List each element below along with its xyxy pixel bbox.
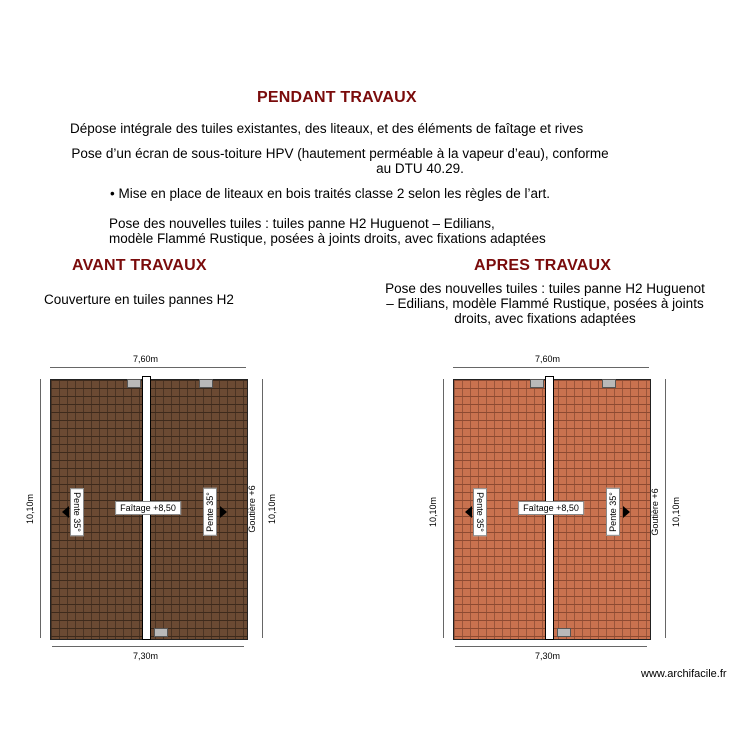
slope-arrow-left-icon bbox=[465, 506, 472, 518]
avant-title: AVANT TRAVAUX bbox=[72, 257, 207, 274]
dimension-height-right: 10,10m bbox=[671, 496, 681, 528]
slope-label-left: Pente 35° bbox=[473, 488, 487, 536]
pendant-line-tuiles bbox=[109, 216, 546, 246]
slope-arrow-right-icon bbox=[623, 506, 630, 518]
slope-label-right: Pente 35° bbox=[606, 488, 620, 536]
dimension-line-bottom bbox=[455, 646, 647, 647]
apres-title: APRES TRAVAUX bbox=[474, 257, 612, 274]
apres-description-3: droits, avec fixations adaptées bbox=[454, 311, 636, 326]
pendant-line-ecran-b: au DTU 40.29. bbox=[376, 161, 464, 176]
vent-icon bbox=[557, 628, 571, 637]
vent-icon bbox=[154, 628, 168, 637]
avant-description: Couverture en tuiles pannes H2 bbox=[44, 292, 234, 307]
gutter-label: Goutière +6 bbox=[650, 488, 660, 536]
ridge-label: Faîtage +8,50 bbox=[115, 501, 181, 515]
pendant-line-liteaux: • Mise en place de liteaux en bois traités classe 2 selon les règles de l’art. bbox=[110, 186, 550, 201]
vent-icon bbox=[199, 379, 213, 388]
pendant-line-ecran-a: Pose d’un écran de sous-toiture HPV (hautement perméable à la vapeur d’eau), conforme bbox=[71, 146, 609, 161]
vent-icon bbox=[127, 379, 141, 388]
dimension-bottom-width: 7,30m bbox=[535, 651, 561, 661]
apres-description-2: – Edilians, modèle Flammé Rustique, posées à joints bbox=[386, 296, 704, 311]
apres-description bbox=[370, 281, 720, 326]
dimension-height-left: 10,10m bbox=[428, 496, 438, 528]
dimension-bottom-width: 7,30m bbox=[133, 651, 159, 661]
dimension-line-left bbox=[40, 379, 41, 638]
dimension-line-top bbox=[453, 367, 649, 368]
dimension-top-width: 7,60m bbox=[535, 354, 561, 364]
pendant-line-depose: Dépose intégrale des tuiles existantes, des liteaux, et des éléments de faîtage et rives bbox=[70, 121, 584, 136]
slope-label-left: Pente 35° bbox=[70, 488, 84, 536]
watermark: www.archifacile.fr bbox=[641, 668, 727, 680]
vent-icon bbox=[530, 379, 544, 388]
dimension-line-right bbox=[262, 379, 263, 638]
slope-arrow-left-icon bbox=[62, 506, 69, 518]
pendant-title: PENDANT TRAVAUX bbox=[257, 89, 417, 106]
slope-label-right: Pente 35° bbox=[203, 488, 217, 536]
slope-arrow-right-icon bbox=[220, 506, 227, 518]
dimension-line-left bbox=[443, 379, 444, 638]
dimension-height-right: 10,10m bbox=[267, 493, 277, 525]
dimension-top-width: 7,60m bbox=[133, 354, 159, 364]
pendant-line-tuiles-a: Pose des nouvelles tuiles : tuiles panne H2 Huguenot – Edilians, bbox=[109, 216, 495, 231]
ridge-label: Faîtage +8,50 bbox=[518, 501, 584, 515]
dimension-height-left: 10,10m bbox=[25, 493, 35, 525]
vent-icon bbox=[602, 379, 616, 388]
pendant-line-ecran bbox=[40, 146, 640, 176]
gutter-label: Goutière +6 bbox=[247, 485, 257, 533]
dimension-line-top bbox=[50, 367, 246, 368]
dimension-line-right bbox=[665, 379, 666, 638]
pendant-line-tuiles-b: modèle Flammé Rustique, posées à joints droits, avec fixations adaptées bbox=[109, 231, 546, 246]
apres-description-1: Pose des nouvelles tuiles : tuiles panne H2 Huguenot bbox=[385, 281, 705, 296]
dimension-line-bottom bbox=[52, 646, 244, 647]
